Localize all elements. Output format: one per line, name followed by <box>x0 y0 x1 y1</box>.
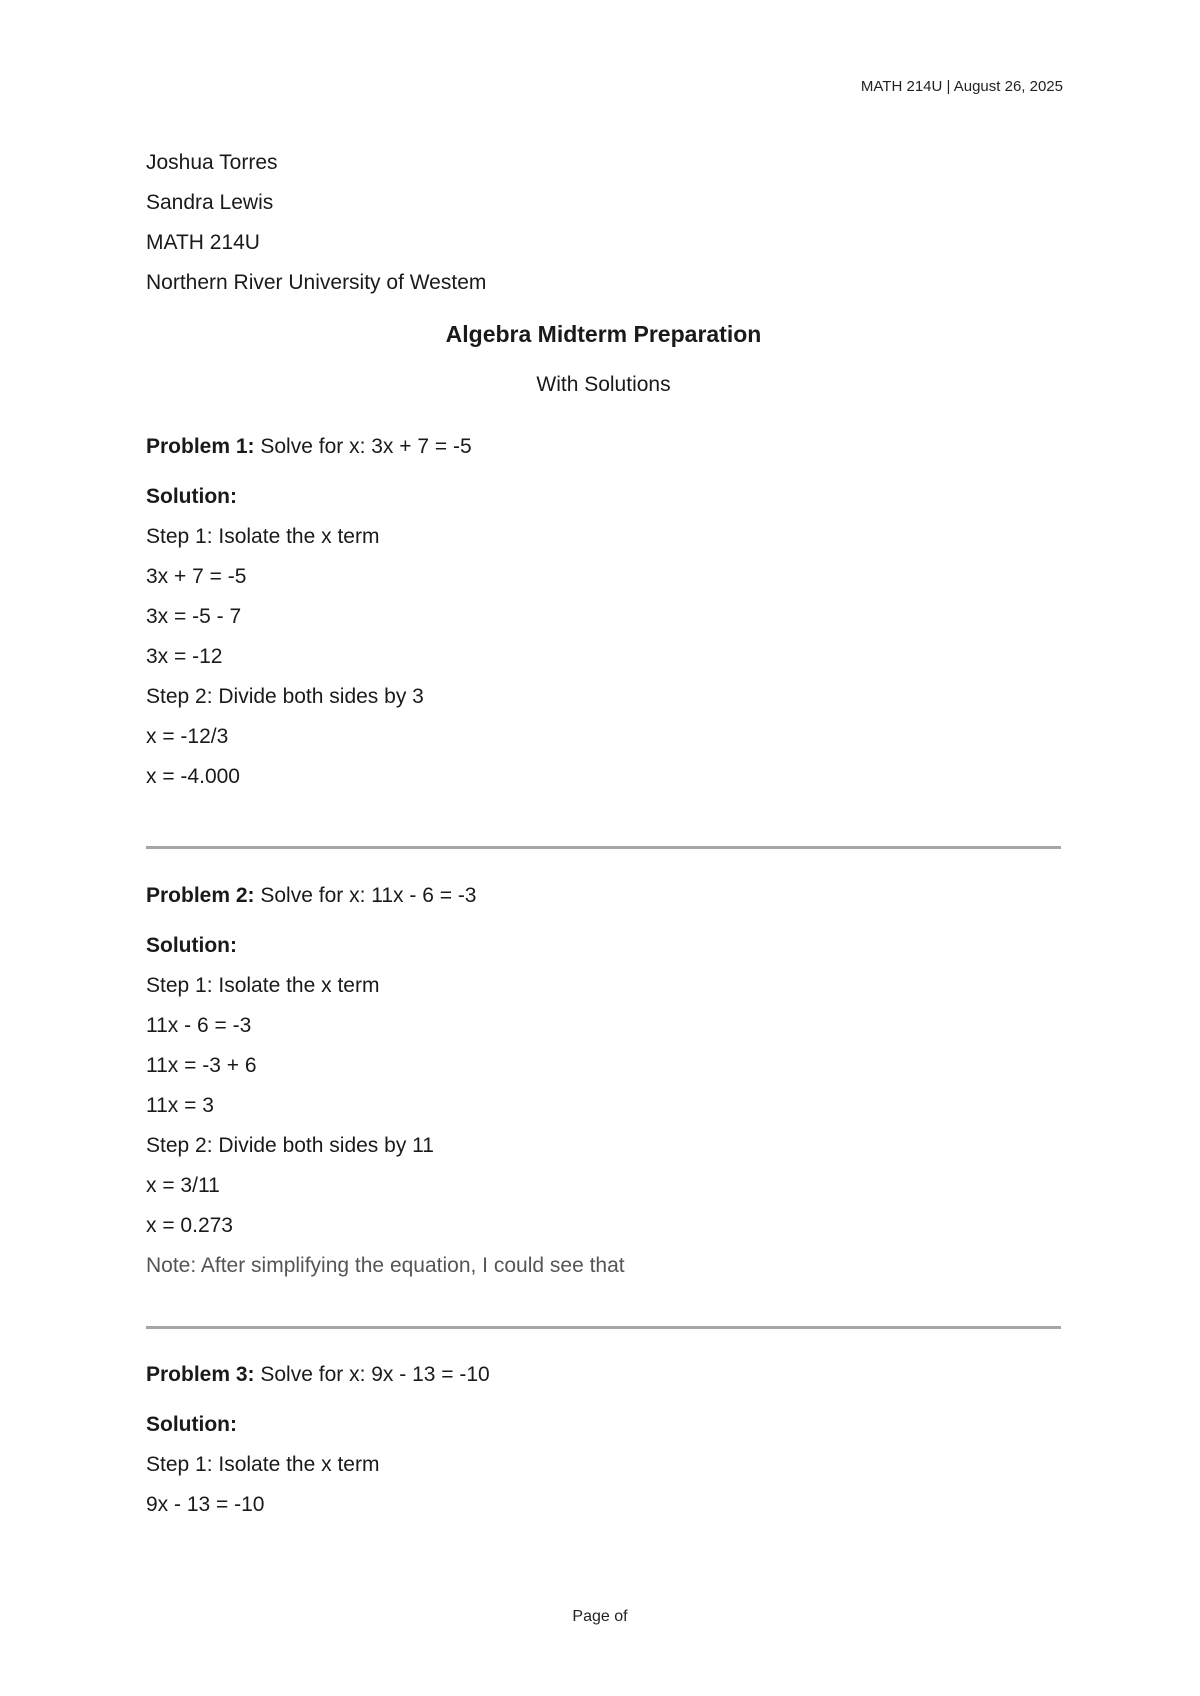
solution-step: 11x = -3 + 6 <box>146 1054 257 1077</box>
problem-label: Problem 2: <box>146 884 255 907</box>
problem-statement <box>146 876 1061 916</box>
solution-step: 11x = 3 <box>146 1094 214 1117</box>
solution-step: x = 3/11 <box>146 1174 220 1197</box>
solution-step: 11x - 6 = -3 <box>146 1014 252 1037</box>
solution-heading: Solution: <box>146 485 237 508</box>
solution-step: 3x + 7 = -5 <box>146 565 247 588</box>
problem-statement <box>146 427 1061 467</box>
course-code: MATH 214U <box>146 231 260 254</box>
solution-step: Step 2: Divide both sides by 11 <box>146 1134 434 1157</box>
solution-step: Step 1: Isolate the x term <box>146 525 380 548</box>
solution-step: x = -12/3 <box>146 725 229 748</box>
solution-step: 9x - 13 = -10 <box>146 1493 265 1516</box>
document-subtitle: With Solutions <box>536 373 671 396</box>
problem-label: Problem 1: <box>146 435 255 458</box>
solution-heading: Solution: <box>146 1413 237 1436</box>
document-title: Algebra Midterm Preparation <box>445 321 762 347</box>
solution-step: 3x = -12 <box>146 645 223 668</box>
solution-note: Note: After simplifying the equation, I could see that <box>146 1254 625 1277</box>
document-body <box>146 143 1061 1525</box>
problem-prompt: Solve for x: 9x - 13 = -10 <box>254 1363 490 1386</box>
university-name: Northern River University of Westem <box>146 271 487 294</box>
problem-prompt: Solve for x: 3x + 7 = -5 <box>254 435 472 458</box>
problem-prompt: Solve for x: 11x - 6 = -3 <box>254 884 477 907</box>
instructor-name: Sandra Lewis <box>146 191 274 214</box>
solution-step: Step 2: Divide both sides by 3 <box>146 685 424 708</box>
solution-step: Step 1: Isolate the x term <box>146 974 380 997</box>
student-name: Joshua Torres <box>146 151 278 174</box>
solution-heading: Solution: <box>146 934 237 957</box>
solution-step: x = -4.000 <box>146 765 240 788</box>
solution-step: 3x = -5 - 7 <box>146 605 242 628</box>
solution-step: x = 0.273 <box>146 1214 233 1237</box>
page-footer: Page of <box>572 1608 628 1625</box>
solution-step: Step 1: Isolate the x term <box>146 1453 380 1476</box>
page-header: MATH 214U | August 26, 2025 <box>860 78 1063 95</box>
problem-statement <box>146 1355 1061 1395</box>
problem-label: Problem 3: <box>146 1363 255 1386</box>
